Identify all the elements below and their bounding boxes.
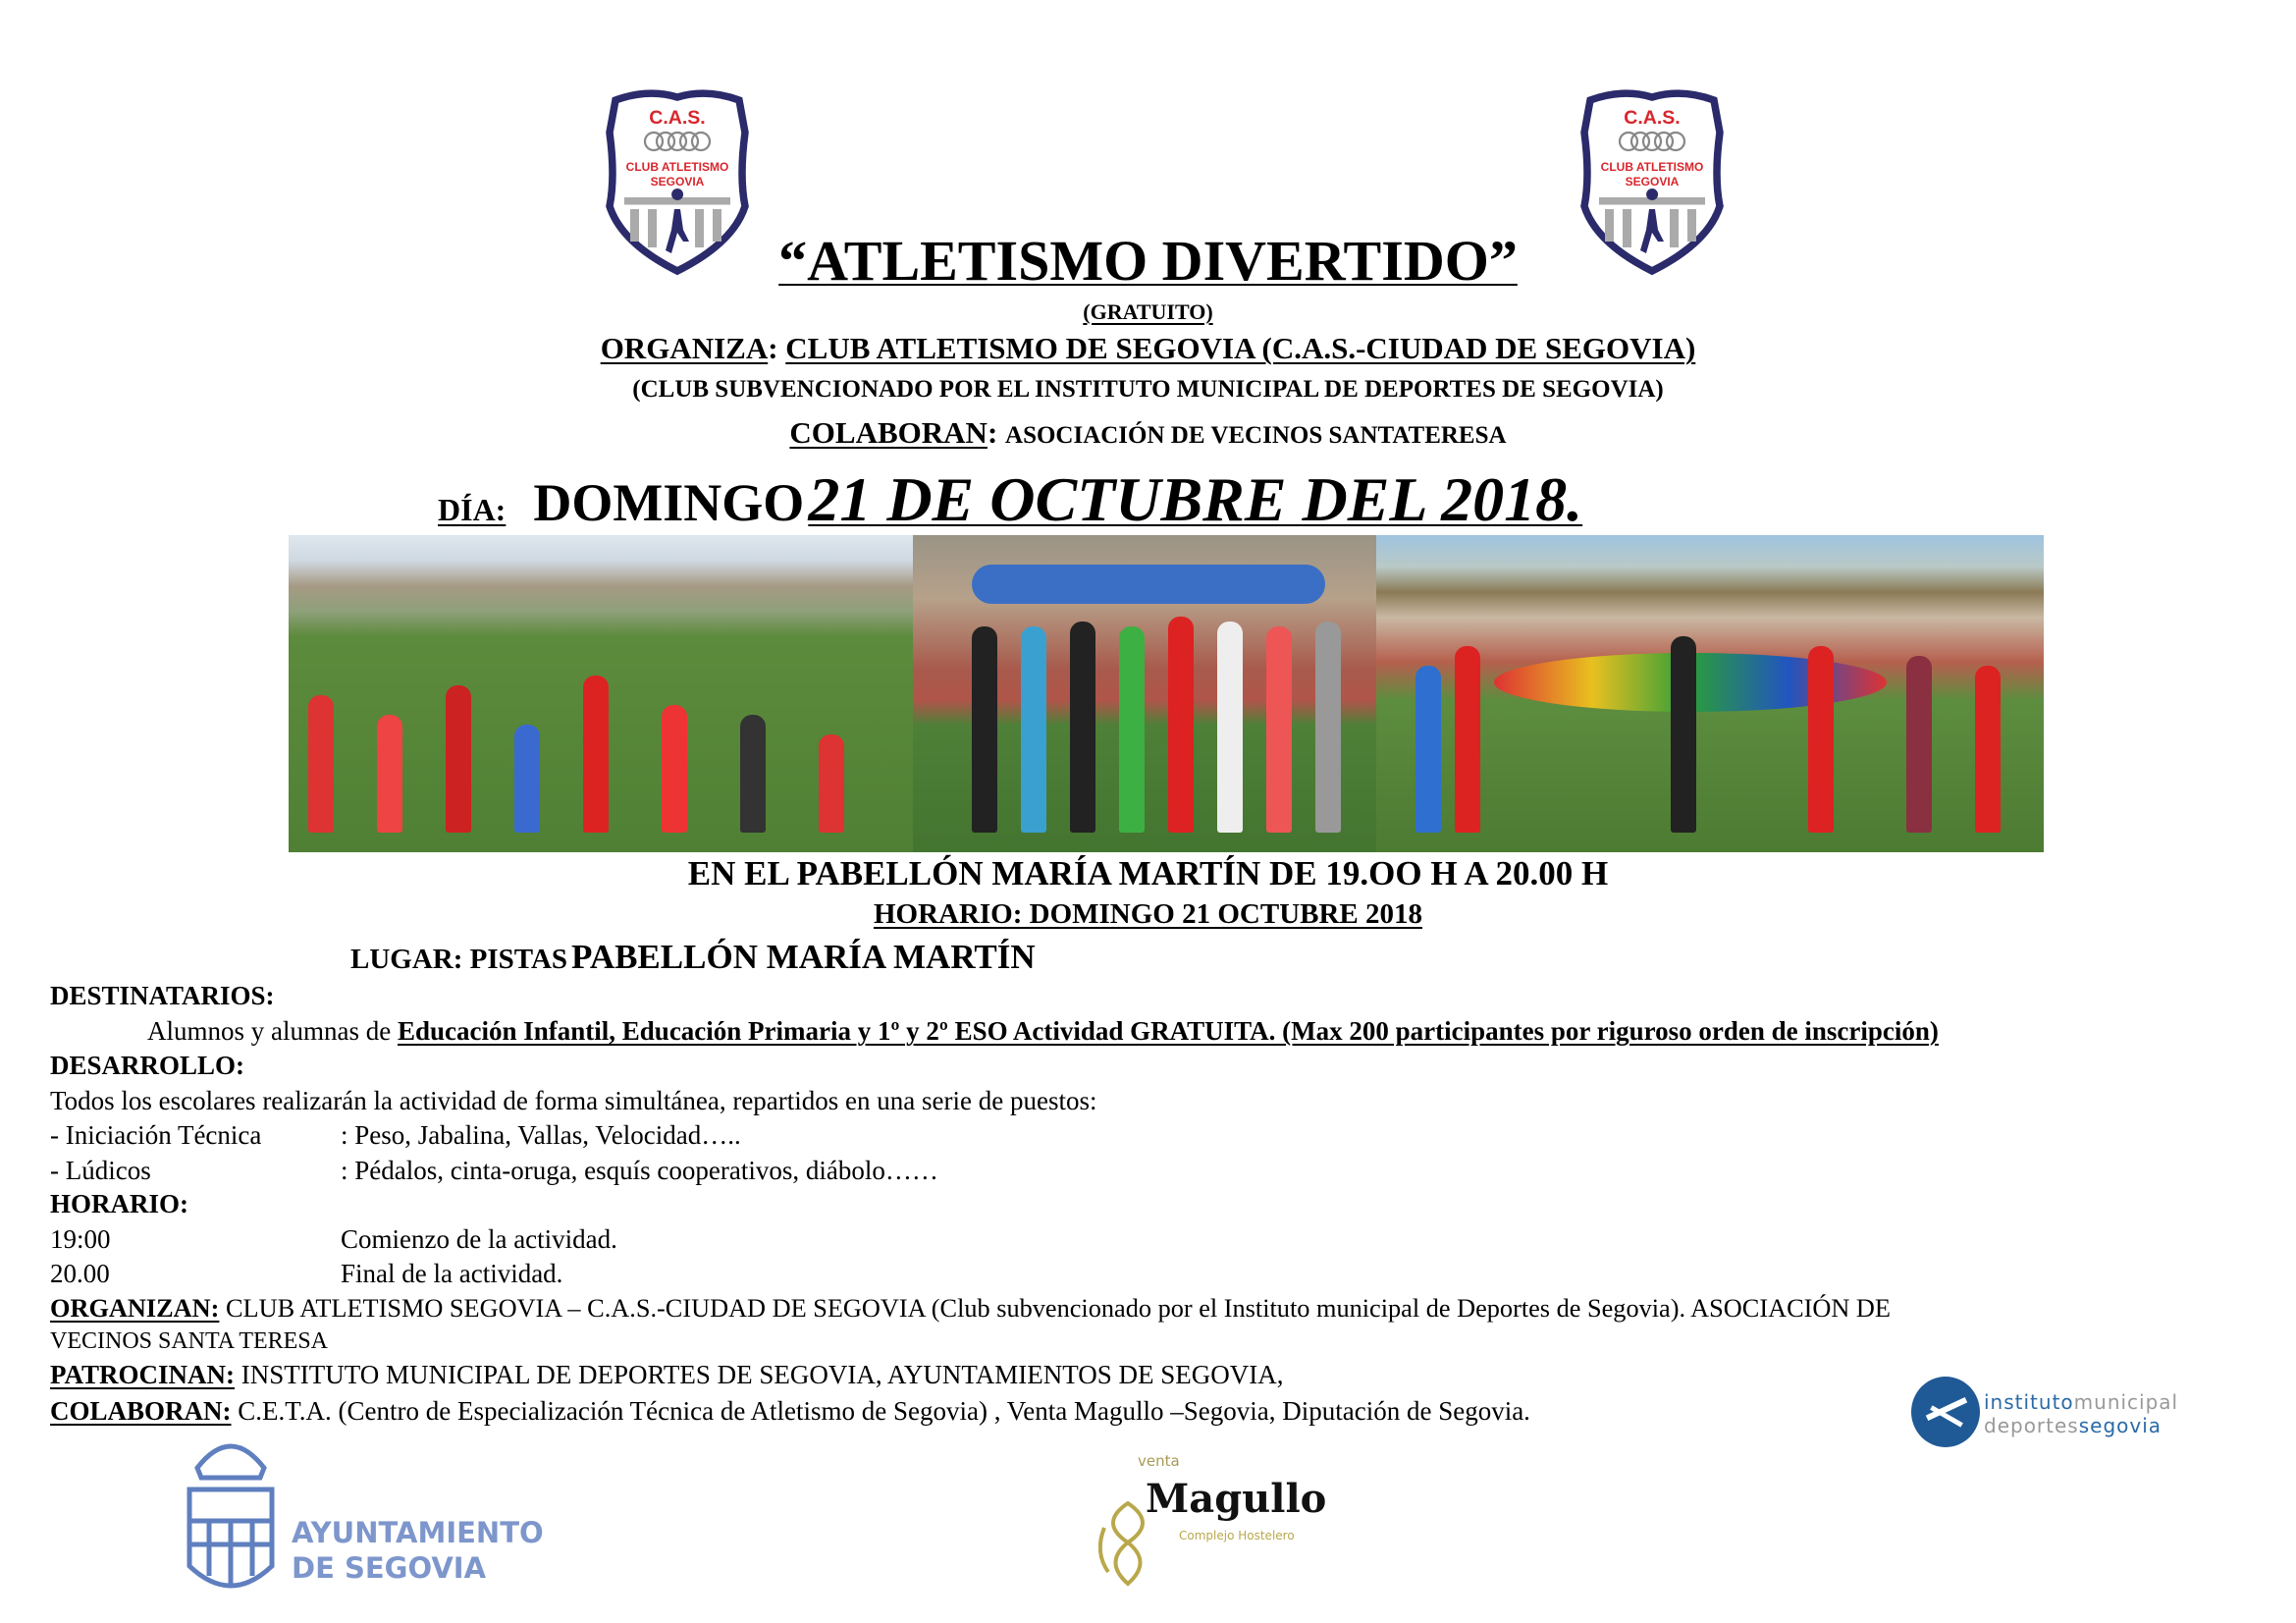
patrocinan-text: INSTITUTO MUNICIPAL DE DEPORTES DE SEGOVIA, AYUNTAMIENTOS DE SEGOVIA, bbox=[235, 1360, 1284, 1389]
schedule-desc: Final de la actividad. bbox=[341, 1259, 563, 1288]
imd-runner-icon bbox=[1911, 1377, 1980, 1447]
puesto-name: - Iniciación Técnica bbox=[50, 1120, 262, 1150]
subvencion-note: (CLUB SUBVENCIONADO POR EL INSTITUTO MUNICIPAL DE DEPORTES DE SEGOVIA) bbox=[632, 376, 1664, 403]
ayuntamiento-crest-icon bbox=[184, 1429, 278, 1600]
lugar-line bbox=[350, 938, 1036, 977]
organizan-label: ORGANIZAN: bbox=[50, 1294, 220, 1323]
subtitle-free: (GRATUITO) bbox=[1083, 299, 1213, 324]
schedule-time: 20.00 bbox=[50, 1259, 110, 1288]
organizan-text-cont: VECINOS SANTA TERESA bbox=[50, 1328, 328, 1354]
patrocinan-label: PATROCINAN: bbox=[50, 1360, 235, 1389]
organiza-value: CLUB ATLETISMO DE SEGOVIA (C.A.S.-CIUDAD DE SEGOVIA) bbox=[785, 331, 1696, 365]
svg-text:C.A.S.: C.A.S. bbox=[649, 107, 706, 129]
destinatarios-label: DESTINATARIOS: bbox=[50, 981, 275, 1010]
venta-magullo-logo bbox=[1096, 1450, 1327, 1591]
ayuntamiento-text: DE SEGOVIA bbox=[292, 1551, 487, 1585]
magullo-top: venta bbox=[1138, 1452, 1180, 1470]
magullo-sub: Complejo Hostelero bbox=[1179, 1529, 1295, 1542]
colaboran-header-line: COLABORAN: ASOCIACIÓN DE VECINOS SANTATERESA bbox=[789, 415, 1507, 450]
dia-date: 21 DE OCTUBRE DEL 2018. bbox=[808, 464, 1583, 534]
colaboran-header-label: COLABORAN bbox=[789, 415, 988, 450]
desarrollo-text: Todos los escolares realizarán la actividad de forma simultánea, repartidos en una serie de puestos: bbox=[50, 1086, 1097, 1115]
puesto-items: : Pédalos, cinta-oruga, esquís cooperativos, diábolo…… bbox=[341, 1156, 938, 1185]
imd-text: instituto bbox=[1984, 1390, 2074, 1414]
date-line bbox=[438, 463, 1582, 532]
alumnos-prefix: Alumnos y alumnas de bbox=[147, 1016, 398, 1046]
svg-text:CLUB ATLETISMO: CLUB ATLETISMO bbox=[1600, 160, 1704, 174]
svg-text:CLUB ATLETISMO: CLUB ATLETISMO bbox=[625, 160, 729, 174]
colaboran-line bbox=[50, 1394, 1530, 1429]
svg-text:SEGOVIA: SEGOVIA bbox=[650, 175, 705, 189]
colaboran-text: C.E.T.A. (Centro de Especialización Técnica de Atletismo de Segovia) , Venta Magullo –Segovia, Diputación de Segovia. bbox=[231, 1396, 1530, 1426]
location-time: EN EL PABELLÓN MARÍA MARTÍN DE 19.OO H A 20.00 H bbox=[687, 854, 1609, 893]
magullo-name: Magullo bbox=[1146, 1476, 1327, 1522]
organiza-line: ORGANIZA: CLUB ATLETISMO DE SEGOVIA (C.A.S.-CIUDAD DE SEGOVIA) bbox=[600, 331, 1696, 365]
ayuntamiento-segovia-logo bbox=[184, 1429, 544, 1600]
colaboran-header-value: ASOCIACIÓN DE VECINOS SANTATERESA bbox=[1005, 422, 1507, 449]
lugar-place: PABELLÓN MARÍA MARTÍN bbox=[571, 938, 1036, 976]
imd-segovia-logo bbox=[1911, 1377, 2196, 1451]
schedule-desc: Comienzo de la actividad. bbox=[341, 1224, 617, 1254]
organiza-label: ORGANIZA bbox=[600, 331, 769, 365]
photo-team-caterpillar bbox=[913, 535, 1376, 852]
svg-text:SEGOVIA: SEGOVIA bbox=[1625, 175, 1680, 189]
photo-children-field bbox=[289, 535, 913, 852]
horario-label: HORARIO: bbox=[50, 1189, 188, 1218]
page-title: “ATLETISMO DIVERTIDO” bbox=[778, 229, 1518, 293]
patrocinan-line bbox=[50, 1358, 1283, 1392]
lugar-prefix: LUGAR: PISTAS bbox=[350, 944, 568, 975]
photo-parachute-game bbox=[1376, 535, 2044, 852]
dia-label: DÍA: bbox=[438, 492, 507, 527]
imd-text: deportes bbox=[1984, 1414, 2079, 1437]
svg-text:C.A.S.: C.A.S. bbox=[1624, 107, 1681, 129]
schedule-time: 19:00 bbox=[50, 1224, 111, 1254]
colaboran-label: COLABORAN: bbox=[50, 1396, 232, 1426]
imd-text: municipal bbox=[2073, 1390, 2179, 1414]
organizan-line bbox=[50, 1291, 1891, 1325]
alumnos-target: Educación Infantil, Educación Primaria y 1º y 2º ESO Actividad GRATUITA. (Max 200 participantes por riguroso orden de inscripción) bbox=[397, 1016, 1939, 1046]
dia-weekday: DOMINGO bbox=[533, 473, 805, 532]
puesto-name: - Lúdicos bbox=[50, 1156, 151, 1185]
ayuntamiento-text: AYUNTAMIENTO bbox=[292, 1516, 544, 1549]
organizan-text: CLUB ATLETISMO SEGOVIA – C.A.S.-CIUDAD DE SEGOVIA (Club subvencionado por el Instituto municipal de Deportes de Segovia). ASOCIACIÓN DE bbox=[219, 1294, 1891, 1323]
desarrollo-label: DESARROLLO: bbox=[50, 1051, 245, 1080]
destinatarios-text bbox=[147, 1014, 1939, 1049]
horario-heading: HORARIO: DOMINGO 21 OCTUBRE 2018 bbox=[873, 898, 1423, 930]
puesto-items: : Peso, Jabalina, Vallas, Velocidad….. bbox=[341, 1120, 741, 1150]
imd-text: segovia bbox=[2078, 1414, 2163, 1437]
